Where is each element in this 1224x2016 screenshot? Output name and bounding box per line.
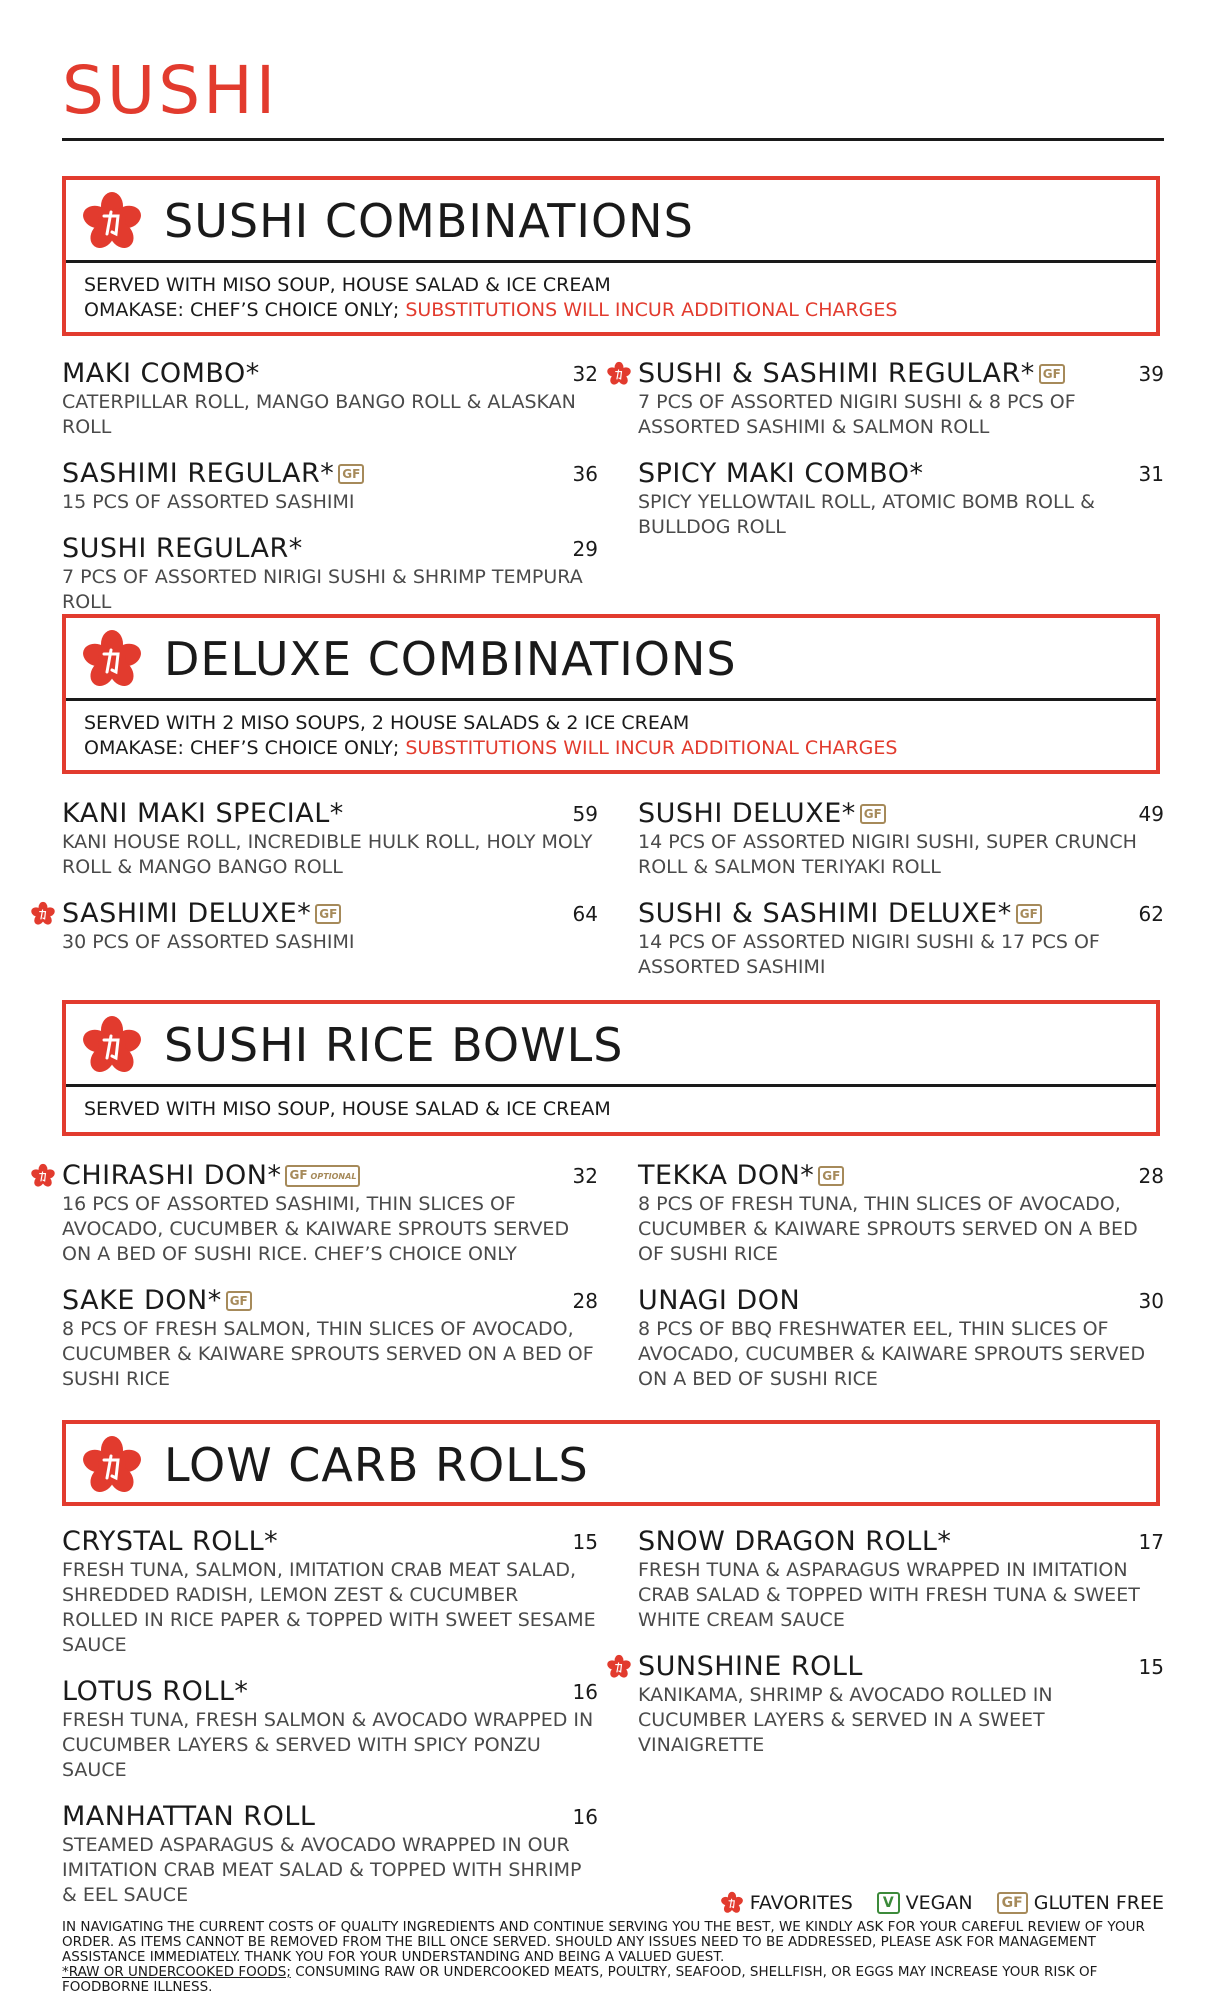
menu-item-chirashi-don — [62, 1160, 598, 1267]
item-price: 15 — [1138, 1655, 1164, 1679]
item-description: STEAMED ASPARAGUS & AVOCADO WRAPPED IN OUR IMITATION CRAB MEAT SALAD & TOPPED WITH SHRIMP & EEL SAUCE — [62, 1834, 582, 1906]
menu-item-crystal-roll — [62, 1526, 598, 1658]
menu-item-sushi-regular — [62, 533, 598, 615]
section-note: SERVED WITH 2 MISO SOUPS, 2 HOUSE SALADS & 2 ICE CREAM — [84, 712, 690, 734]
item-price: 15 — [572, 1530, 598, 1554]
item-name: SASHIMI REGULAR* — [62, 458, 335, 489]
footer-notice: IN NAVIGATING THE CURRENT COSTS OF QUALITY INGREDIENTS AND CONTINUE SERVING YOU THE BEST, WE KINDLY ASK FOR YOUR CAREFUL REVIEW OF YOUR ORDER. AS ITEMS CANNOT BE REMOVED FROM THE BILL ONCE SERVED. SHOULD ANY ISSUES NEED TO BE ADDRESSED, PLEASE ASK FOR MANAGEMENT ASSISTANCE IMMEDIATELY. THANK YOU FOR YOUR UNDERSTANDING AND BEING A VALUED GUEST. — [62, 1919, 1145, 1965]
section-sushi-rice-bowls — [62, 1000, 1160, 1136]
item-name: CHIRASHI DON* — [62, 1160, 282, 1191]
gluten-free-optional-badge — [285, 1165, 360, 1187]
item-description: 7 PCS OF ASSORTED NIRIGI SUSHI & SHRIMP TEMPURA ROLL — [62, 566, 583, 613]
section-sushi-combinations — [62, 176, 1160, 336]
item-price: 28 — [1138, 1164, 1164, 1188]
blossom-logo-icon — [80, 628, 144, 692]
item-price: 31 — [1138, 462, 1164, 486]
item-price: 28 — [572, 1289, 598, 1313]
menu-item-snow-dragon-roll — [638, 1526, 1164, 1633]
item-description: 16 PCS OF ASSORTED SASHIMI, THIN SLICES OF AVOCADO, CUCUMBER & KAIWARE SPROUTS SERVED ON A BED OF SUSHI RICE. CHEF’S CHOICE ONLY — [62, 1193, 570, 1265]
item-description: 15 PCS OF ASSORTED SASHIMI — [62, 491, 355, 513]
item-description: 8 PCS OF BBQ FRESHWATER EEL, THIN SLICES OF AVOCADO, CUCUMBER & KAIWARE SPROUTS SERVED ON A BED OF SUSHI RICE — [638, 1318, 1146, 1390]
column-left — [62, 798, 598, 973]
footer-raw-warning — [62, 1965, 1164, 1995]
item-description: 7 PCS OF ASSORTED NIGIRI SUSHI & 8 PCS OF ASSORTED SASHIMI & SALMON ROLL — [638, 391, 1076, 438]
column-left — [62, 1526, 598, 1926]
favorite-blossom-icon — [606, 1654, 632, 1680]
section-title: SUSHI COMBINATIONS — [164, 194, 694, 248]
blossom-logo-icon — [80, 190, 144, 254]
favorite-blossom-icon — [606, 361, 632, 387]
item-description: 8 PCS OF FRESH SALMON, THIN SLICES OF AVOCADO, CUCUMBER & KAIWARE SPROUTS SERVED ON A BED OF SUSHI RICE — [62, 1318, 594, 1390]
legend — [720, 1891, 1164, 1915]
section-notes — [66, 1087, 1156, 1122]
favorite-blossom-icon — [30, 901, 56, 927]
item-name: MAKI COMBO* — [62, 358, 260, 389]
item-description: FRESH TUNA & ASPARAGUS WRAPPED IN IMITATION CRAB SALAD & TOPPED WITH FRESH TUNA & SWEET WHITE CREAM SAUCE — [638, 1559, 1140, 1631]
section-note: SERVED WITH MISO SOUP, HOUSE SALAD & ICE CREAM — [84, 1098, 611, 1120]
item-price: 32 — [572, 362, 598, 386]
column-right — [638, 1526, 1164, 1776]
item-description: 8 PCS OF FRESH TUNA, THIN SLICES OF AVOCADO, CUCUMBER & KAIWARE SPROUTS SERVED ON A BED OF SUSHI RICE — [638, 1193, 1138, 1265]
item-description: 14 PCS OF ASSORTED NIGIRI SUSHI & 17 PCS OF ASSORTED SASHIMI — [638, 931, 1100, 978]
item-name: SUSHI DELUXE* — [638, 798, 856, 829]
column-left — [62, 1160, 598, 1410]
item-description: 30 PCS OF ASSORTED SASHIMI — [62, 931, 355, 953]
item-price: 32 — [572, 1164, 598, 1188]
blossom-logo-icon — [80, 1434, 144, 1498]
legend-gluten-free: GLUTEN FREE — [1033, 1892, 1164, 1914]
item-name: UNAGI DON — [638, 1285, 801, 1316]
menu-item-sushi-sashimi-regular — [638, 358, 1164, 440]
section-header — [66, 1004, 1156, 1087]
section-deluxe-combinations — [62, 614, 1160, 774]
gluten-free-badge: GF — [1039, 364, 1065, 384]
item-description: SPICY YELLOWTAIL ROLL, ATOMIC BOMB ROLL & BULLDOG ROLL — [638, 491, 1096, 538]
item-price: 16 — [572, 1680, 598, 1704]
item-description: FRESH TUNA, SALMON, IMITATION CRAB MEAT SALAD, SHREDDED RADISH, LEMON ZEST & CUCUMBER ROLLED IN RICE PAPER & TOPPED WITH SWEET SESAME SAUCE — [62, 1559, 596, 1656]
item-name: SUNSHINE ROLL — [638, 1651, 863, 1682]
column-right — [638, 1160, 1164, 1410]
note-warning: SUBSTITUTIONS WILL INCUR ADDITIONAL CHARGES — [405, 299, 898, 321]
section-title: DELUXE COMBINATIONS — [164, 632, 737, 686]
item-name: TEKKA DON* — [638, 1160, 815, 1191]
menu-item-tekka-don — [638, 1160, 1164, 1267]
menu-item-manhattan-roll — [62, 1801, 598, 1908]
raw-warning-label: *RAW OR UNDERCOOKED FOODS; — [62, 1964, 291, 1980]
note-prefix: OMAKASE: CHEF’S CHOICE ONLY; — [84, 737, 406, 759]
legend-vegan: VEGAN — [905, 1892, 973, 1914]
menu-item-sushi-sashimi-deluxe — [638, 898, 1164, 980]
menu-item-maki-combo — [62, 358, 598, 440]
item-name: LOTUS ROLL* — [62, 1676, 249, 1707]
legend-favorites: FAVORITES — [749, 1892, 853, 1914]
item-description: CATERPILLAR ROLL, MANGO BANGO ROLL & ALASKAN ROLL — [62, 391, 576, 438]
item-price: 17 — [1138, 1530, 1164, 1554]
item-price: 30 — [1138, 1289, 1164, 1313]
item-name: SAKE DON* — [62, 1285, 222, 1316]
item-price: 16 — [572, 1805, 598, 1829]
section-title: LOW CARB ROLLS — [164, 1438, 589, 1492]
item-price: 39 — [1138, 362, 1164, 386]
favorite-blossom-icon — [720, 1891, 744, 1915]
item-price: 64 — [572, 902, 598, 926]
gluten-free-badge: GF — [338, 464, 364, 484]
note-warning: SUBSTITUTIONS WILL INCUR ADDITIONAL CHARGES — [405, 737, 898, 759]
item-name: CRYSTAL ROLL* — [62, 1526, 279, 1557]
badge-note: OPTIONAL — [310, 1171, 357, 1181]
section-note — [84, 298, 1156, 323]
column-right — [638, 358, 1164, 558]
menu-item-sushi-deluxe — [638, 798, 1164, 880]
item-price: 29 — [572, 537, 598, 561]
section-note: SERVED WITH MISO SOUP, HOUSE SALAD & ICE CREAM — [84, 274, 611, 296]
gluten-free-badge: GF — [818, 1166, 844, 1186]
section-title: SUSHI RICE BOWLS — [164, 1018, 624, 1072]
menu-item-sake-don — [62, 1285, 598, 1392]
page-title: SUSHI — [62, 52, 279, 129]
menu-item-spicy-maki-combo — [638, 458, 1164, 540]
menu-item-sunshine-roll — [638, 1651, 1164, 1758]
item-name: SUSHI & SASHIMI DELUXE* — [638, 898, 1012, 929]
item-price: 62 — [1138, 902, 1164, 926]
note-prefix: OMAKASE: CHEF’S CHOICE ONLY; — [84, 299, 406, 321]
vegan-badge: V — [877, 1892, 900, 1914]
menu-item-lotus-roll — [62, 1676, 598, 1783]
section-notes — [66, 701, 1156, 761]
column-left — [62, 358, 598, 633]
gluten-free-badge: GF — [315, 904, 341, 924]
menu-item-sashimi-regular — [62, 458, 598, 515]
item-name: SNOW DRAGON ROLL* — [638, 1526, 952, 1557]
item-name: MANHATTAN ROLL — [62, 1801, 316, 1832]
item-name: SASHIMI DELUXE* — [62, 898, 312, 929]
gluten-free-badge: GF — [860, 804, 886, 824]
item-price: 36 — [572, 462, 598, 486]
menu-item-unagi-don — [638, 1285, 1164, 1392]
title-divider — [62, 138, 1164, 141]
section-low-carb-rolls — [62, 1420, 1160, 1506]
gluten-free-badge: GF — [1016, 904, 1042, 924]
section-note — [84, 736, 1156, 761]
item-description: KANI HOUSE ROLL, INCREDIBLE HULK ROLL, HOLY MOLY ROLL & MANGO BANGO ROLL — [62, 831, 593, 878]
section-header — [66, 180, 1156, 263]
gluten-free-badge: GF — [997, 1892, 1028, 1914]
section-header — [66, 1424, 1156, 1504]
item-name: SUSHI & SASHIMI REGULAR* — [638, 358, 1035, 389]
item-name: SPICY MAKI COMBO* — [638, 458, 924, 489]
item-price: 49 — [1138, 802, 1164, 826]
item-name: KANI MAKI SPECIAL* — [62, 798, 344, 829]
section-notes — [66, 263, 1156, 323]
item-name: SUSHI REGULAR* — [62, 533, 303, 564]
gluten-free-badge: GF — [226, 1291, 252, 1311]
favorite-blossom-icon — [30, 1163, 56, 1189]
item-description: KANIKAMA, SHRIMP & AVOCADO ROLLED IN CUCUMBER LAYERS & SERVED IN A SWEET VINAIGRETTE — [638, 1684, 1053, 1756]
menu-item-sashimi-deluxe — [62, 898, 598, 955]
column-right — [638, 798, 1164, 998]
item-description: FRESH TUNA, FRESH SALMON & AVOCADO WRAPPED IN CUCUMBER LAYERS & SERVED WITH SPICY PONZU SAUCE — [62, 1709, 594, 1781]
raw-warning-text: CONSUMING RAW OR UNDERCOOKED MEATS, POULTRY, SEAFOOD, SHELLFISH, OR EGGS MAY INCREASE YOUR RISK OF FOODBORNE ILLNESS. — [62, 1964, 1098, 1995]
blossom-logo-icon — [80, 1014, 144, 1078]
footer-disclaimer — [62, 1920, 1164, 1995]
section-header — [66, 618, 1156, 701]
menu-item-kani-maki-special — [62, 798, 598, 880]
badge-label: GF — [289, 1167, 308, 1182]
item-price: 59 — [572, 802, 598, 826]
item-description: 14 PCS OF ASSORTED NIGIRI SUSHI, SUPER CRUNCH ROLL & SALMON TERIYAKI ROLL — [638, 831, 1137, 878]
